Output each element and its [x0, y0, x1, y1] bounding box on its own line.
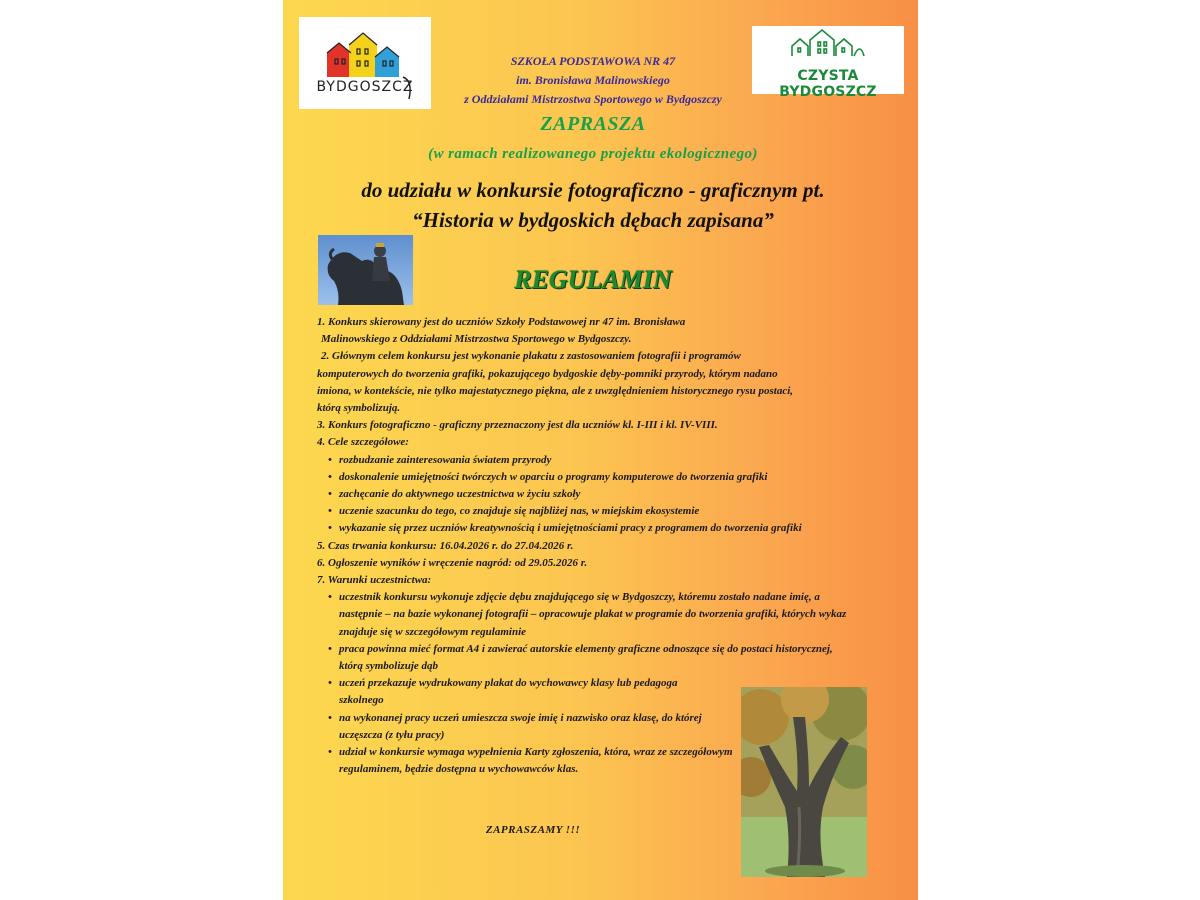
school-name: SZKOŁA PODSTAWOWA NR 47	[510, 54, 676, 68]
list-item: • doskonalenie umiejętności twórczych w oparciu o programy komputerowe do tworzenia grafiki	[328, 470, 768, 483]
list-item: • rozbudzanie zainteresowania światem przyrody	[328, 453, 552, 466]
rule-2b: komputerowych do tworzenia grafiki, pokazującego bydgoskie dęby-pomniki przyrody, którym nadano	[317, 367, 778, 380]
school-patron: im. Bronisława Malinowskiego	[516, 73, 670, 87]
czysta-bydgoszcz-logo	[752, 26, 904, 100]
oak-tree-photo	[741, 687, 867, 877]
list-item: • na wykonanej pracy uczeń umieszcza swoje imię i nazwisko oraz klasę, do której uczęszcza (z tyłu pracy)	[328, 711, 702, 741]
list-item: • uczestnik konkursu wykonuje zdjęcie dębu znajdującego się w Bydgoszczy, któremu zostało nadane imię, a następnie – na bazie wykonanej fotografii – opracowuje plakat w programie do tworzenia grafiki, których wykaz znajduje się w szczegółowym regulaminie	[328, 591, 847, 638]
list-item: • zachęcanie do aktywnego uczestnictwa w życiu szkoły	[328, 488, 581, 501]
rule-2c: imiona, w kontekście, nie tylko majestatycznego piękna, ale z uwzględnieniem historycznego rysu postaci,	[317, 384, 794, 397]
regulamin-heading: REGULAMIN	[514, 265, 672, 294]
invite-line: do udziału w konkursie fotograficzno - graficznym pt.	[361, 178, 825, 202]
rule-5: 5. Czas trwania konkursu: 16.04.2026 r. do 27.04.2026 r.	[317, 539, 574, 552]
invite-heading: ZAPRASZA	[540, 113, 646, 135]
rule-3: 3. Konkurs fotograficzno - graficzny przeznaczony jest dla uczniów kl. I-III i kl. IV-VIII.	[317, 419, 718, 432]
project-note: (w ramach realizowanego projektu ekologicznego)	[428, 146, 758, 162]
rule-1b: Malinowskiego z Oddziałami Mistrzostwa Sportowego w Bydgoszczy.	[321, 333, 632, 346]
logo-left-text: BYDGOSZCZ	[316, 79, 414, 95]
rule-7: 7. Warunki uczestnictwa:	[317, 574, 432, 587]
poster	[283, 0, 918, 900]
green-houses-icon	[752, 26, 904, 66]
rule-4: 4. Cele szczegółowe:	[317, 436, 409, 449]
statue-photo	[318, 235, 413, 305]
goals-list	[317, 452, 837, 538]
contest-title: “Historia w bydgoskich dębach zapisana”	[412, 208, 774, 232]
list-item: • praca powinna mieć format A4 i zawierać autorskie elementy graficzne odnoszące się do postaci historycznej, którą symbolizuje dąb	[328, 642, 833, 673]
horse-statue-icon	[318, 235, 413, 305]
logo-right-text: CZYSTA BYDGOSZCZ	[779, 68, 877, 100]
rule-2d: którą symbolizują.	[317, 402, 401, 415]
list-item: • wykazanie się przez uczniów kreatywnością i umiejętnościami pracy z programem do tworzenia grafiki	[328, 522, 802, 535]
list-item: • uczenie szacunku do tego, co znajduje się najbliżej nas, w miejskim ekosystemie	[328, 505, 700, 518]
rule-2a: 2. Głównym celem konkursu jest wykonanie plakatu z zastosowaniem fotografii i programów	[321, 350, 741, 363]
oak-tree-icon	[741, 687, 867, 877]
rule-1a: 1. Konkurs skierowany jest do uczniów Szkoły Podstawowej nr 47 im. Bronisława	[317, 316, 686, 328]
rule-6: 6. Ogłoszenie wyników i wręczenie nagród: od 29.05.2026 r.	[317, 556, 588, 569]
closing-text: ZAPRASZAMY !!!	[485, 824, 581, 836]
school-branch: z Oddziałami Mistrzostwa Sportowego w Bydgoszczy	[464, 92, 722, 106]
list-item: • uczeń przekazuje wydrukowany plakat do wychowawcy klasy lub pedagoga szkolnego	[328, 677, 678, 707]
list-item: • udział w konkursie wymaga wypełnienia Karty zgłoszenia, która, wraz ze szczegółowym regulaminem, będzie dostępna u wychowawców klas.	[328, 746, 733, 776]
